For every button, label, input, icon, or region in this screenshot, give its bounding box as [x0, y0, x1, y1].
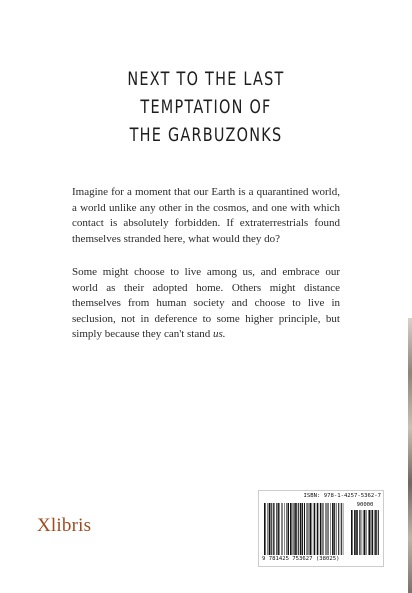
- barcode-extra: (38025): [315, 556, 340, 562]
- title-line-3: THE GARBUZONKS: [129, 125, 283, 146]
- price-code: 90000: [356, 502, 374, 508]
- barcode-bar: [372, 510, 374, 555]
- barcode-bar: [304, 503, 305, 555]
- blurb-emphasis: us.: [212, 328, 226, 341]
- blurb-paragraph-1: Imagine for a moment that our Earth is a quarantined world, a world unlike any other in the cosmos, and one with which contact is absolutely forbidden. If extraterrestrials found themselves stranded here, what would they do?: [72, 186, 340, 245]
- barcode-bar: [278, 503, 279, 555]
- barcode-bar: [317, 503, 319, 555]
- barcode-bar: [375, 510, 377, 555]
- barcode-bar: [343, 503, 344, 555]
- barcode-bar: [302, 503, 303, 555]
- barcode-bar: [279, 503, 280, 555]
- barcode-bar: [267, 503, 268, 555]
- barcode-area: [258, 490, 384, 567]
- barcode-bar: [326, 503, 327, 555]
- barcode-bar: [282, 503, 283, 555]
- title-line-2: TEMPTATION OF: [140, 97, 272, 118]
- blurb-paragraph-2: [72, 265, 340, 343]
- isbn-label: ISBN: 978-1-4257-5362-7: [303, 493, 381, 499]
- barcode-bar: [359, 510, 360, 555]
- barcode-number: 9 781425 753627: [262, 556, 313, 562]
- barcode-bar: [310, 503, 312, 555]
- barcode-bar: [364, 510, 366, 555]
- barcode-bar: [274, 503, 275, 555]
- book-title: [45, 66, 366, 150]
- ean-barcode: [264, 503, 346, 555]
- barcode-bar: [298, 503, 299, 555]
- barcode-bar: [286, 503, 287, 555]
- barcode-bar: [356, 510, 358, 555]
- barcode-bar: [338, 503, 339, 555]
- barcode-bar: [300, 503, 302, 555]
- barcode-bar: [363, 510, 364, 555]
- barcode-bar: [264, 503, 266, 555]
- barcode-bar: [314, 503, 316, 555]
- blurb-paragraph-2-text: Some might choose to live among us, and embrace our world as their adopted home. Others might distance themselves from human society and choose to live in seclusion, not in deference to some higher principle, but simply because they can't stand: [72, 266, 340, 341]
- barcode-bar: [336, 503, 337, 555]
- barcode-bar: [269, 503, 271, 555]
- barcode-bar: [309, 503, 310, 555]
- barcode-bar: [322, 503, 323, 555]
- barcode-bar: [290, 503, 292, 555]
- barcode-bar: [328, 503, 329, 555]
- barcode-bar: [371, 510, 372, 555]
- barcode-bar: [271, 503, 272, 555]
- barcode-bar: [351, 510, 353, 555]
- barcode-bar: [325, 503, 326, 555]
- barcode-bar: [312, 503, 313, 555]
- addon-barcode: [351, 510, 379, 555]
- title-line-1: NEXT TO THE LAST: [127, 69, 285, 90]
- barcode-bar: [332, 503, 334, 555]
- barcode-bar: [374, 510, 375, 555]
- barcode-bar: [354, 510, 356, 555]
- barcode-bar: [378, 510, 379, 555]
- barcode-bar: [361, 510, 362, 555]
- barcode-bar: [273, 503, 274, 555]
- barcode-bar: [334, 503, 335, 555]
- barcode-bar: [320, 503, 322, 555]
- barcode-bar: [294, 503, 295, 555]
- barcode-bar: [330, 503, 331, 555]
- barcode-bar: [276, 503, 277, 555]
- cover-edge-artwork: [408, 318, 412, 593]
- barcode-bar: [288, 503, 289, 555]
- barcode-bar: [341, 503, 342, 555]
- barcode-bar: [366, 510, 367, 555]
- barcode-bar: [307, 503, 308, 555]
- barcode-bar: [281, 503, 282, 555]
- publisher-logo: Xlibris: [37, 515, 92, 536]
- barcode-bar: [284, 503, 285, 555]
- barcode-bar: [293, 503, 294, 555]
- barcode-bar: [295, 503, 297, 555]
- barcode-digits: [262, 556, 381, 562]
- barcode-bar: [368, 510, 370, 555]
